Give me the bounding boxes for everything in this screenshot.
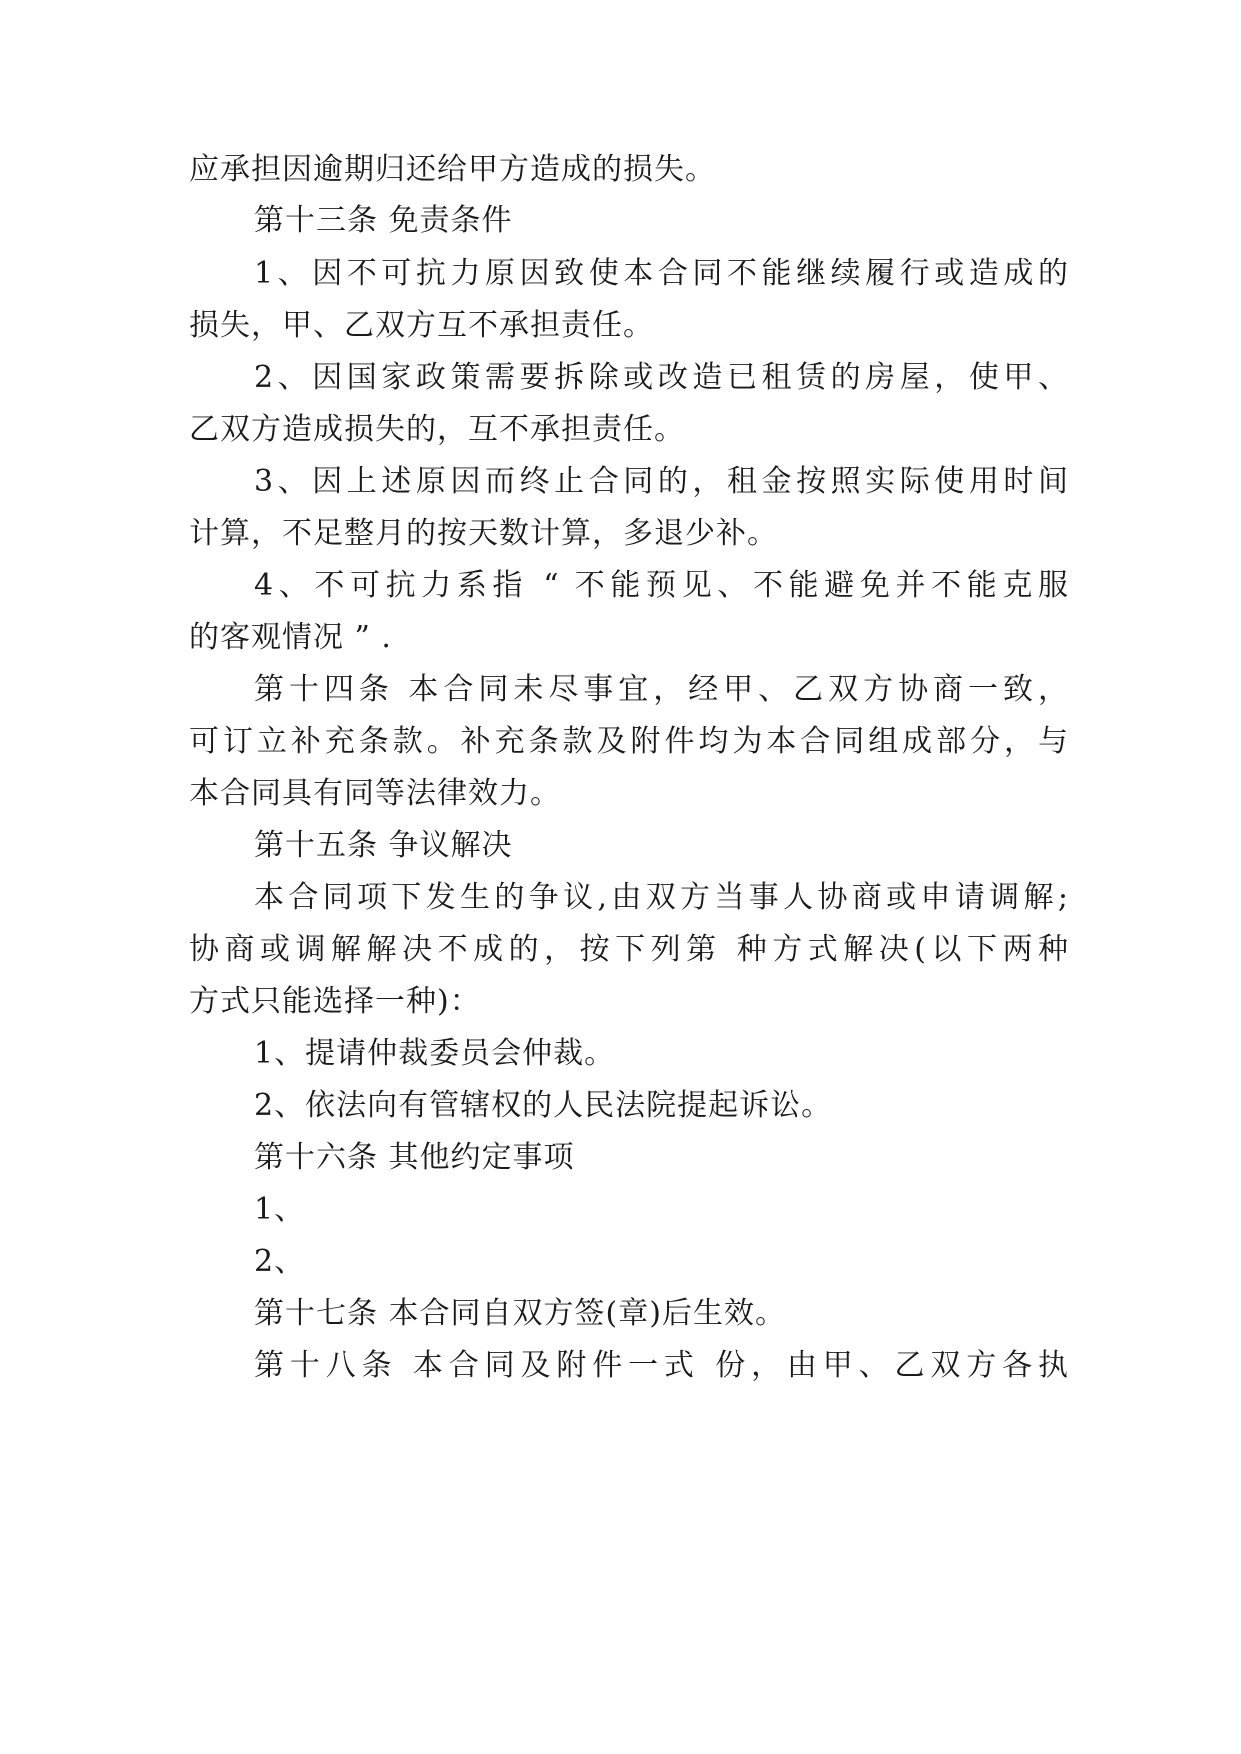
text-line: 应承担因逾期归还给甲方造成的损失。 <box>189 152 716 187</box>
section-heading: 第十五条 争议解决 <box>254 828 513 863</box>
section-heading: 第十七条 本合同自双方签(章)后生效。 <box>254 1296 786 1331</box>
text-line: 乙双方造成损失的，互不承担责任。 <box>189 412 685 447</box>
text-line: 2、 <box>254 1244 306 1279</box>
text-line: 1、因不可抗力原因致使本合同不能继续履行或造成的 <box>254 256 1069 291</box>
section-heading: 第十六条 其他约定事项 <box>254 1140 575 1175</box>
text-line: 损失，甲、乙双方互不承担责任。 <box>189 308 654 343</box>
text-line: 协商或调解解决不成的，按下列第 种方式解决(以下两种 <box>189 932 1069 967</box>
text-line: 2、因国家政策需要拆除或改造已租赁的房屋，使甲、 <box>254 360 1069 395</box>
text-line: 1、 <box>254 1192 306 1227</box>
section-heading: 第十四条 本合同未尽事宜，经甲、乙双方协商一致， <box>254 672 1069 707</box>
section-heading: 第十三条 免责条件 <box>254 203 513 238</box>
text-line: 的客观情况 ” . <box>189 620 392 655</box>
section-heading: 第十八条 本合同及附件一式 份，由甲、乙双方各执 <box>254 1348 1069 1383</box>
text-line: 本合同具有同等法律效力。 <box>189 776 561 811</box>
text-line: 本合同项下发生的争议,由双方当事人协商或申请调解; <box>254 880 1069 915</box>
text-line: 4、不可抗力系指 “ 不能预见、不能避免并不能克服 <box>254 568 1069 603</box>
text-line: 2、依法向有管辖权的人民法院提起诉讼。 <box>254 1088 833 1123</box>
text-line: 方式只能选择一种)： <box>189 984 481 1019</box>
text-line: 3、因上述原因而终止合同的，租金按照实际使用时间 <box>254 464 1069 499</box>
text-line: 计算，不足整月的按天数计算，多退少补。 <box>189 516 778 551</box>
text-line: 1、提请仲裁委员会仲裁。 <box>254 1036 616 1071</box>
text-line: 可订立补充条款。补充条款及附件均为本合同组成部分，与 <box>189 724 1069 759</box>
